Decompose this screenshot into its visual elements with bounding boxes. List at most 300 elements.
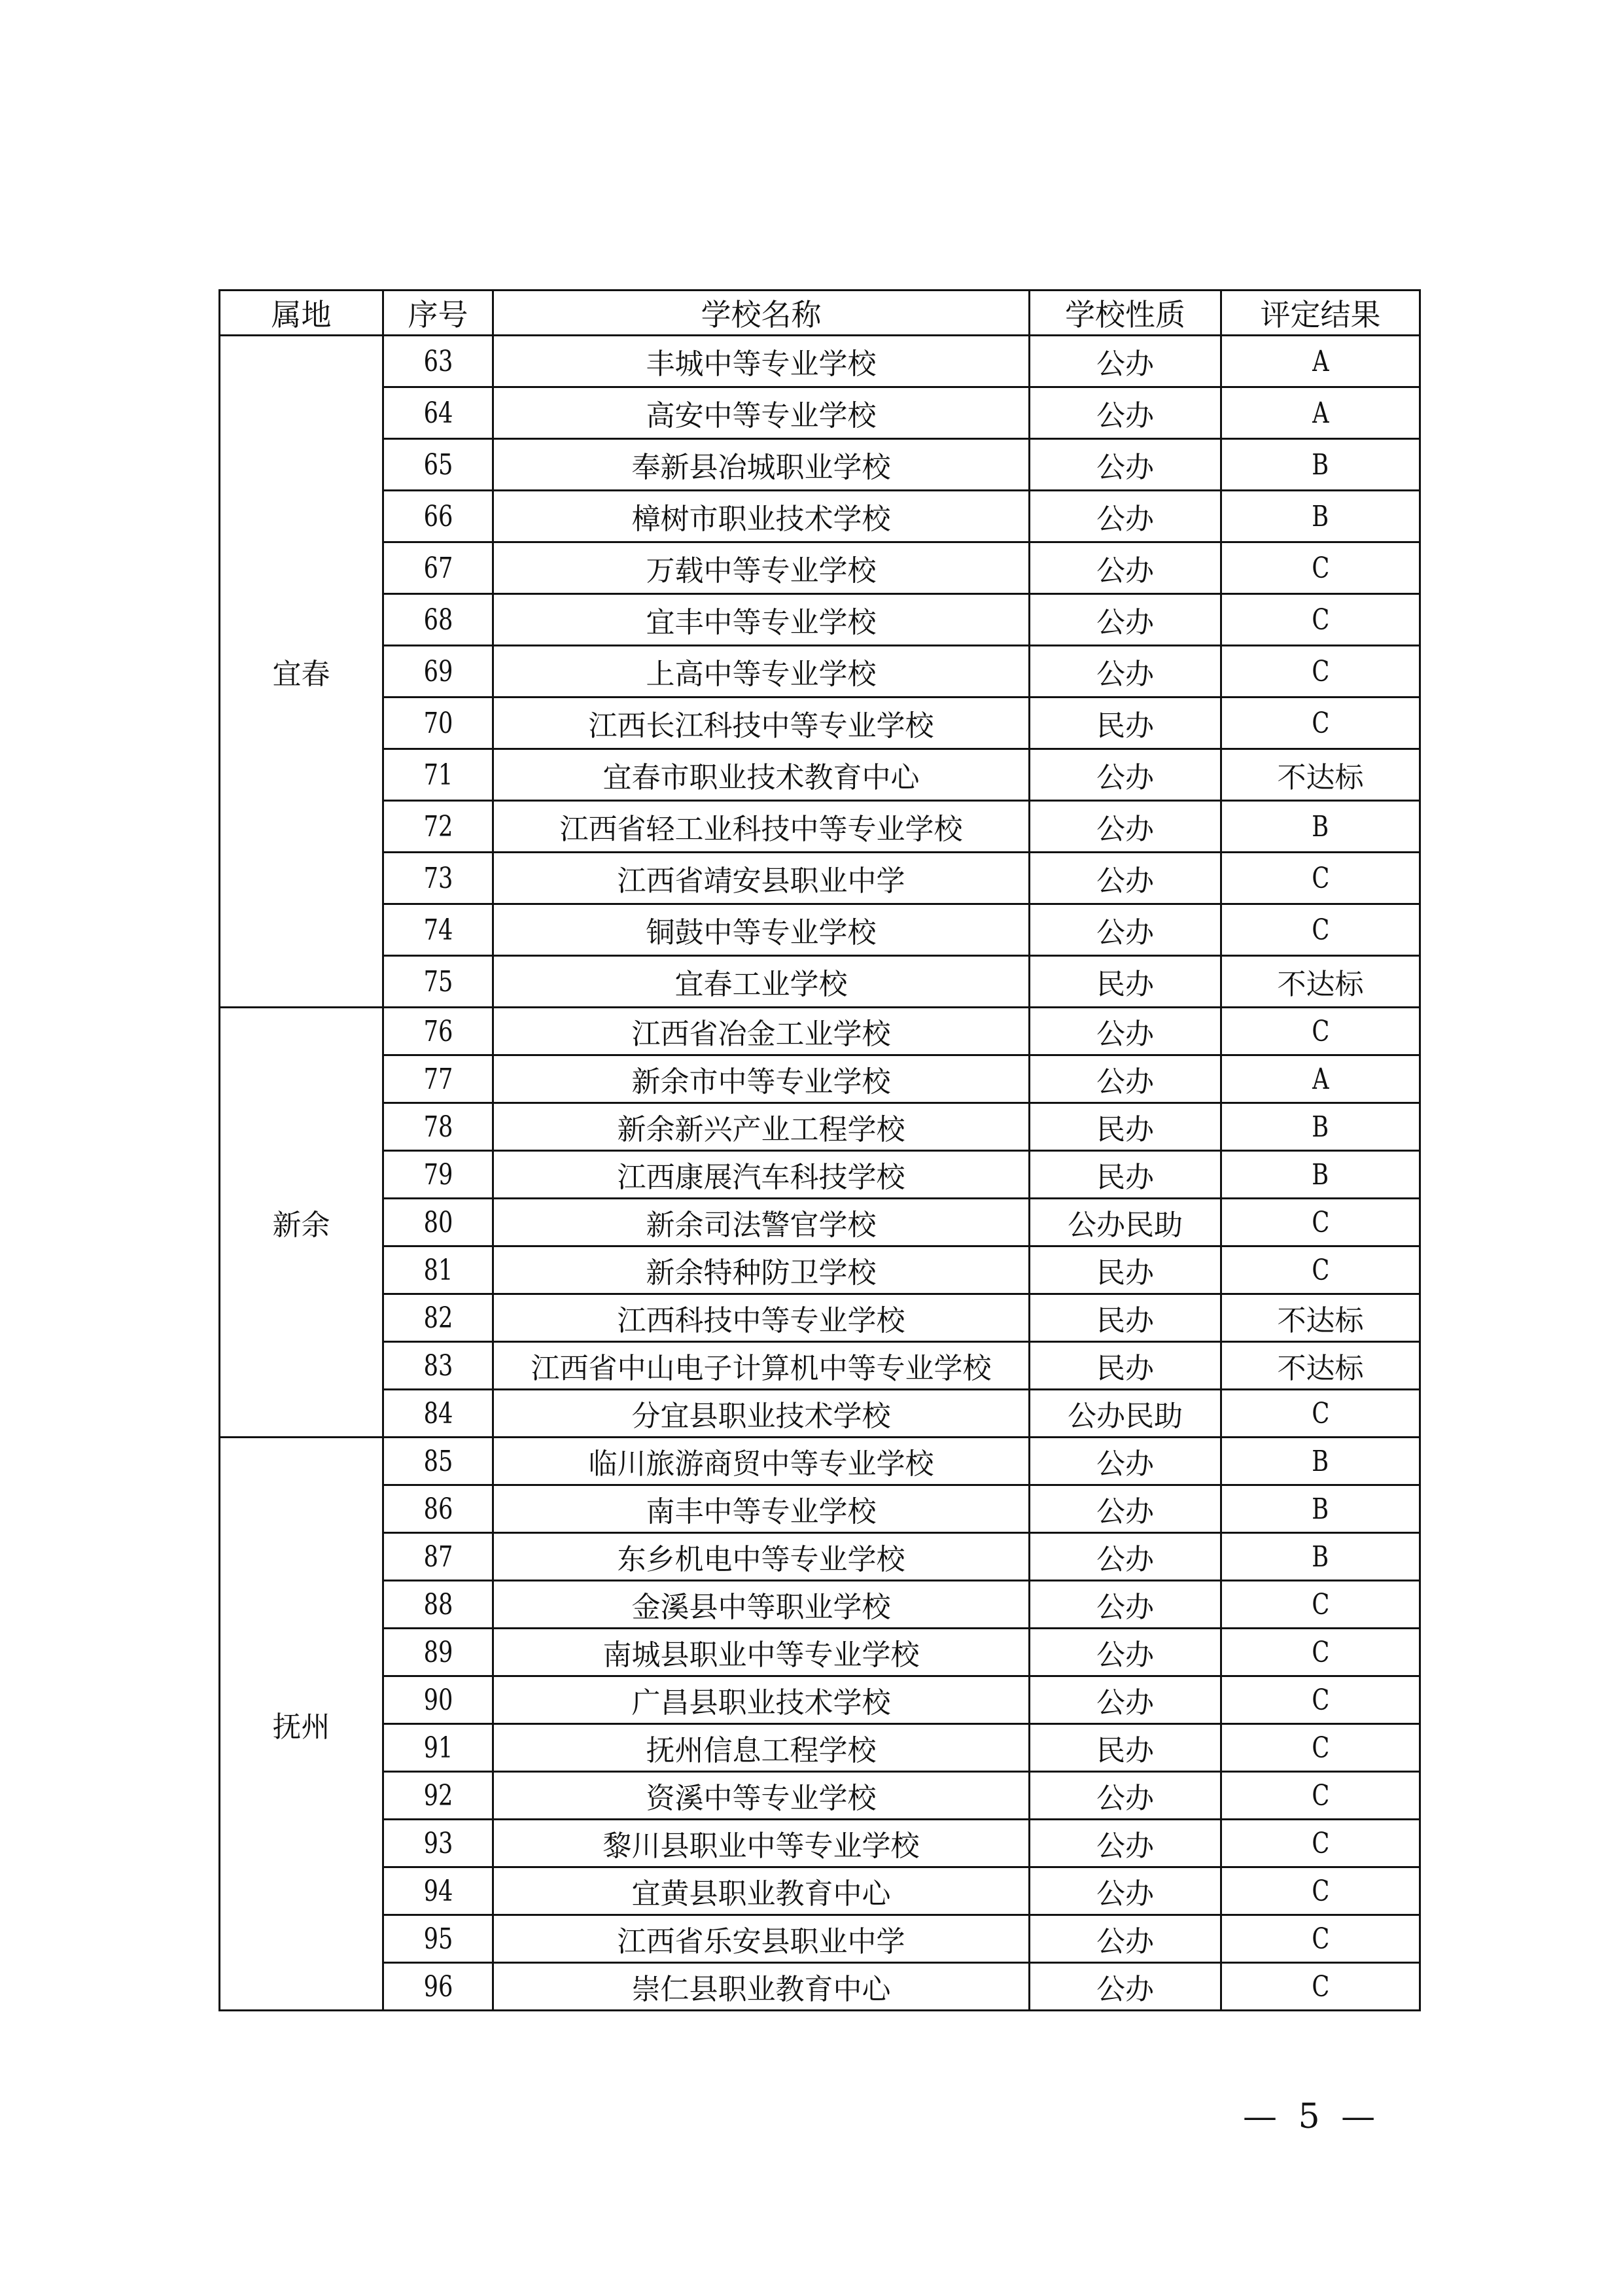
evaluation-result-cell: [1221, 1151, 1420, 1199]
school-type: 公办: [1096, 606, 1154, 639]
evaluation-result-cell: [1221, 1342, 1420, 1390]
table-header-row: [220, 291, 1420, 336]
school-type: 公办: [1096, 1782, 1154, 1815]
evaluation-result: B: [1312, 1444, 1329, 1478]
row-index: 77: [423, 1062, 453, 1096]
evaluation-result: A: [1312, 396, 1329, 430]
row-index: 66: [423, 499, 453, 533]
table-row: [220, 1581, 1420, 1629]
table-row: [220, 387, 1420, 439]
row-index-cell: [383, 1772, 493, 1820]
school-name: 宜春市职业技术教育中心: [602, 761, 920, 794]
evaluation-result-cell: [1221, 1294, 1420, 1342]
school-type: 民办: [1096, 1256, 1154, 1290]
table-row: [220, 1151, 1420, 1199]
school-type: 民办: [1096, 1734, 1154, 1767]
evaluation-result: C: [1312, 603, 1329, 637]
row-index-cell: [383, 491, 493, 542]
school-type-cell: [1030, 1676, 1221, 1724]
school-name: 江西省冶金工业学校: [631, 1017, 891, 1051]
row-index-cell: [383, 1724, 493, 1772]
school-name: 分宜县职业技术学校: [631, 1400, 891, 1433]
evaluation-result-cell: [1221, 646, 1420, 698]
school-name: 江西长江科技中等专业学校: [588, 709, 934, 743]
school-name: 樟树市职业技术学校: [631, 503, 891, 536]
school-name: 铜鼓中等专业学校: [646, 916, 877, 949]
school-type: 公办: [1096, 1543, 1154, 1576]
table-row: [220, 1724, 1420, 1772]
table-row: [220, 1533, 1420, 1581]
table-row: [220, 698, 1420, 749]
row-index-cell: [383, 594, 493, 646]
row-index-cell: [383, 1915, 493, 1963]
school-type: 公办: [1096, 399, 1154, 433]
row-index: 94: [423, 1874, 453, 1908]
school-type-cell: [1030, 1103, 1221, 1151]
school-type: 公办: [1096, 1065, 1154, 1099]
evaluation-result-cell: [1221, 336, 1420, 387]
school-evaluation-table: [218, 289, 1421, 2011]
school-name-cell: [493, 1246, 1030, 1294]
row-index-cell: [383, 1629, 493, 1676]
evaluation-result: 不达标: [1277, 968, 1364, 1001]
row-index: 75: [423, 964, 453, 998]
evaluation-result: B: [1312, 499, 1329, 533]
row-index-cell: [383, 1151, 493, 1199]
row-index: 63: [423, 344, 453, 378]
school-name-cell: [493, 749, 1030, 801]
school-type-cell: [1030, 1581, 1221, 1629]
school-type-cell: [1030, 1055, 1221, 1103]
school-type-cell: [1030, 542, 1221, 594]
evaluation-result-cell: [1221, 1772, 1420, 1820]
school-name: 宜黄县职业教育中心: [631, 1877, 891, 1911]
table-row: [220, 1008, 1420, 1055]
table-row: [220, 1055, 1420, 1103]
school-name: 江西科技中等专业学校: [617, 1304, 905, 1337]
evaluation-result: B: [1312, 1540, 1329, 1574]
school-name: 江西康展汽车科技学校: [617, 1161, 905, 1194]
evaluation-result-cell: [1221, 749, 1420, 801]
evaluation-result: C: [1312, 1826, 1329, 1860]
school-type-cell: [1030, 1629, 1221, 1676]
header-school-type: 学校性质: [1030, 291, 1221, 336]
evaluation-result: C: [1312, 1969, 1329, 2004]
school-type: 公办: [1096, 347, 1154, 381]
row-index: 91: [423, 1731, 453, 1765]
row-index: 74: [423, 913, 453, 947]
school-name-cell: [493, 1772, 1030, 1820]
evaluation-result-cell: [1221, 904, 1420, 956]
school-name: 江西省乐安县职业中学: [617, 1925, 905, 1958]
table-row: [220, 1199, 1420, 1246]
evaluation-result: C: [1312, 1587, 1329, 1621]
school-name: 南城县职业中等专业学校: [602, 1638, 920, 1672]
school-type-cell: [1030, 439, 1221, 491]
school-type: 公办: [1096, 451, 1154, 484]
school-name: 东乡机电中等专业学校: [617, 1543, 905, 1576]
row-index: 80: [423, 1205, 453, 1239]
evaluation-result: 不达标: [1277, 1352, 1364, 1385]
school-name: 资溪中等专业学校: [646, 1782, 877, 1815]
table-row: [220, 904, 1420, 956]
row-index-cell: [383, 1485, 493, 1533]
school-type-cell: [1030, 1390, 1221, 1438]
row-index: 82: [423, 1301, 453, 1335]
school-name: 江西省靖安县职业中学: [617, 864, 905, 898]
school-name: 丰城中等专业学校: [646, 347, 877, 381]
table-row: [220, 1963, 1420, 2011]
school-name: 万载中等专业学校: [646, 554, 877, 588]
evaluation-result-cell: [1221, 1008, 1420, 1055]
evaluation-result-cell: [1221, 1438, 1420, 1485]
evaluation-result: B: [1312, 809, 1329, 843]
school-type: 公办: [1096, 1829, 1154, 1863]
row-index-cell: [383, 1246, 493, 1294]
row-index-cell: [383, 336, 493, 387]
school-type: 公办: [1096, 1973, 1154, 2006]
school-type: 公办: [1096, 813, 1154, 846]
evaluation-result: B: [1312, 1157, 1329, 1192]
evaluation-result: C: [1312, 913, 1329, 947]
table-row: [220, 956, 1420, 1008]
school-name-cell: [493, 1867, 1030, 1915]
school-type-cell: [1030, 1724, 1221, 1772]
school-name-cell: [493, 1438, 1030, 1485]
school-name-cell: [493, 1533, 1030, 1581]
school-type-cell: [1030, 646, 1221, 698]
row-index-cell: [383, 1342, 493, 1390]
evaluation-result-cell: [1221, 1581, 1420, 1629]
row-index-cell: [383, 1390, 493, 1438]
row-index: 85: [423, 1444, 453, 1478]
school-name: 奉新县冶城职业学校: [631, 451, 891, 484]
school-type: 公办: [1096, 1447, 1154, 1481]
school-name-cell: [493, 1485, 1030, 1533]
school-type-cell: [1030, 1867, 1221, 1915]
row-index: 92: [423, 1778, 453, 1812]
school-type-cell: [1030, 336, 1221, 387]
school-name: 金溪县中等职业学校: [631, 1591, 891, 1624]
school-type: 公办: [1096, 1638, 1154, 1672]
evaluation-result: C: [1312, 861, 1329, 895]
school-name-cell: [493, 956, 1030, 1008]
school-type-cell: [1030, 1342, 1221, 1390]
evaluation-result-cell: [1221, 956, 1420, 1008]
evaluation-result: C: [1312, 1635, 1329, 1669]
school-type-cell: [1030, 1294, 1221, 1342]
school-type: 民办: [1096, 1113, 1154, 1146]
school-type-cell: [1030, 904, 1221, 956]
row-index: 69: [423, 654, 453, 688]
school-name-cell: [493, 1963, 1030, 2011]
page-number: — 5 —: [1243, 2097, 1381, 2136]
school-name-cell: [493, 594, 1030, 646]
evaluation-result: C: [1312, 1922, 1329, 1956]
row-index-cell: [383, 1963, 493, 2011]
school-name: 新余新兴产业工程学校: [617, 1113, 905, 1146]
school-name-cell: [493, 542, 1030, 594]
evaluation-result: C: [1312, 1874, 1329, 1908]
row-index-cell: [383, 801, 493, 853]
school-name-cell: [493, 491, 1030, 542]
evaluation-result: C: [1312, 1778, 1329, 1812]
region-cell: 新余: [220, 1008, 383, 1438]
school-type: 民办: [1096, 1161, 1154, 1194]
school-type: 公办: [1096, 503, 1154, 536]
row-index-cell: [383, 387, 493, 439]
table-row: [220, 1246, 1420, 1294]
row-index: 81: [423, 1253, 453, 1287]
school-name-cell: [493, 801, 1030, 853]
school-type: 公办: [1096, 916, 1154, 949]
school-type: 公办: [1096, 761, 1154, 794]
evaluation-result: A: [1312, 1062, 1329, 1096]
school-name-cell: [493, 1915, 1030, 1963]
table-row: [220, 594, 1420, 646]
table-row: [220, 1915, 1420, 1963]
school-type-cell: [1030, 956, 1221, 1008]
table-row: [220, 1485, 1420, 1533]
evaluation-result: B: [1312, 1110, 1329, 1144]
evaluation-result: C: [1312, 1014, 1329, 1048]
row-index: 96: [423, 1969, 453, 2004]
school-name-cell: [493, 1676, 1030, 1724]
evaluation-result: B: [1312, 448, 1329, 482]
school-name-cell: [493, 1342, 1030, 1390]
school-type-cell: [1030, 853, 1221, 904]
school-type-cell: [1030, 1963, 1221, 2011]
evaluation-result-cell: [1221, 1963, 1420, 2011]
row-index: 76: [423, 1014, 453, 1048]
evaluation-result: 不达标: [1277, 1304, 1364, 1337]
row-index-cell: [383, 956, 493, 1008]
school-type: 公办: [1096, 1925, 1154, 1958]
school-name-cell: [493, 1820, 1030, 1867]
school-name: 抚州信息工程学校: [646, 1734, 877, 1767]
table-row: [220, 1820, 1420, 1867]
row-index-cell: [383, 542, 493, 594]
evaluation-result: C: [1312, 654, 1329, 688]
row-index-cell: [383, 1581, 493, 1629]
row-index-cell: [383, 853, 493, 904]
school-name: 新余司法警官学校: [646, 1209, 877, 1242]
row-index-cell: [383, 698, 493, 749]
school-type: 公办: [1096, 1591, 1154, 1624]
table-row: [220, 1342, 1420, 1390]
table-row: [220, 1629, 1420, 1676]
school-name-cell: [493, 336, 1030, 387]
row-index-cell: [383, 904, 493, 956]
school-name: 江西省轻工业科技中等专业学校: [559, 813, 963, 846]
school-name: 新余特种防卫学校: [646, 1256, 877, 1290]
school-name: 高安中等专业学校: [646, 399, 877, 433]
row-index: 79: [423, 1157, 453, 1192]
evaluation-result-cell: [1221, 1533, 1420, 1581]
school-name-cell: [493, 904, 1030, 956]
school-type-cell: [1030, 1485, 1221, 1533]
school-name: 广昌县职业技术学校: [631, 1686, 891, 1720]
school-type: 公办: [1096, 864, 1154, 898]
row-index-cell: [383, 1438, 493, 1485]
table-row: [220, 1867, 1420, 1915]
table-row: [220, 1772, 1420, 1820]
school-type: 民办: [1096, 709, 1154, 743]
school-name-cell: [493, 1199, 1030, 1246]
school-name-cell: [493, 1008, 1030, 1055]
evaluation-result-cell: [1221, 1724, 1420, 1772]
table-row: [220, 1103, 1420, 1151]
school-type: 民办: [1096, 1304, 1154, 1337]
evaluation-result: C: [1312, 551, 1329, 585]
evaluation-result-cell: [1221, 1915, 1420, 1963]
row-index: 87: [423, 1540, 453, 1574]
evaluation-result-cell: [1221, 801, 1420, 853]
school-name-cell: [493, 1055, 1030, 1103]
header-index: 序号: [383, 291, 493, 336]
evaluation-result: C: [1312, 1253, 1329, 1287]
school-name-cell: [493, 1151, 1030, 1199]
row-index-cell: [383, 1676, 493, 1724]
school-name-cell: [493, 1724, 1030, 1772]
table-row: [220, 801, 1420, 853]
evaluation-result-cell: [1221, 594, 1420, 646]
school-name-cell: [493, 646, 1030, 698]
row-index-cell: [383, 1533, 493, 1581]
row-index-cell: [383, 1055, 493, 1103]
table-row: [220, 1390, 1420, 1438]
evaluation-result: C: [1312, 1396, 1329, 1430]
evaluation-result-cell: [1221, 1055, 1420, 1103]
row-index-cell: [383, 749, 493, 801]
evaluation-result: C: [1312, 1683, 1329, 1717]
school-name: 上高中等专业学校: [646, 658, 877, 691]
school-type-cell: [1030, 698, 1221, 749]
school-type-cell: [1030, 1772, 1221, 1820]
evaluation-result: C: [1312, 1731, 1329, 1765]
evaluation-result-cell: [1221, 1103, 1420, 1151]
row-index: 67: [423, 551, 453, 585]
school-name-cell: [493, 1390, 1030, 1438]
row-index: 70: [423, 706, 453, 740]
evaluation-result-cell: [1221, 1676, 1420, 1724]
row-index-cell: [383, 1820, 493, 1867]
evaluation-result-cell: [1221, 387, 1420, 439]
evaluation-result-cell: [1221, 1485, 1420, 1533]
row-index: 64: [423, 396, 453, 430]
school-type: 公办: [1096, 658, 1154, 691]
school-name-cell: [493, 387, 1030, 439]
evaluation-result-cell: [1221, 1390, 1420, 1438]
table-row: [220, 542, 1420, 594]
school-type-cell: [1030, 491, 1221, 542]
region-cell: 宜春: [220, 336, 383, 1008]
evaluation-result: 不达标: [1277, 761, 1364, 794]
table-row: [220, 646, 1420, 698]
evaluation-result-cell: [1221, 1246, 1420, 1294]
evaluation-result-cell: [1221, 439, 1420, 491]
table-row: [220, 1438, 1420, 1485]
school-type: 民办: [1096, 1352, 1154, 1385]
row-index: 88: [423, 1587, 453, 1621]
evaluation-result-cell: [1221, 1629, 1420, 1676]
row-index: 90: [423, 1683, 453, 1717]
school-type: 公办: [1096, 1686, 1154, 1720]
school-type-cell: [1030, 1199, 1221, 1246]
school-type-cell: [1030, 387, 1221, 439]
row-index-cell: [383, 1008, 493, 1055]
school-name-cell: [493, 439, 1030, 491]
header-school-name: 学校名称: [493, 291, 1030, 336]
school-type: 民办: [1096, 968, 1154, 1001]
row-index-cell: [383, 1199, 493, 1246]
school-name-cell: [493, 1581, 1030, 1629]
evaluation-result: C: [1312, 706, 1329, 740]
evaluation-result-cell: [1221, 698, 1420, 749]
evaluation-result-cell: [1221, 1820, 1420, 1867]
row-index: 65: [423, 448, 453, 482]
row-index-cell: [383, 1294, 493, 1342]
table-row: [220, 853, 1420, 904]
evaluation-result-cell: [1221, 853, 1420, 904]
table-row: [220, 1294, 1420, 1342]
school-type-cell: [1030, 1246, 1221, 1294]
evaluation-result-cell: [1221, 542, 1420, 594]
school-name: 宜丰中等专业学校: [646, 606, 877, 639]
school-type-cell: [1030, 1151, 1221, 1199]
table-row: [220, 749, 1420, 801]
school-type-cell: [1030, 1915, 1221, 1963]
row-index-cell: [383, 1103, 493, 1151]
school-type: 公办民助: [1068, 1209, 1183, 1242]
school-type-cell: [1030, 1438, 1221, 1485]
evaluation-result-cell: [1221, 1867, 1420, 1915]
row-index: 78: [423, 1110, 453, 1144]
school-type-cell: [1030, 749, 1221, 801]
school-name: 临川旅游商贸中等专业学校: [588, 1447, 934, 1481]
school-name: 崇仁县职业教育中心: [631, 1973, 891, 2006]
row-index: 89: [423, 1635, 453, 1669]
row-index: 84: [423, 1396, 453, 1430]
row-index-cell: [383, 646, 493, 698]
school-name-cell: [493, 698, 1030, 749]
table-row: [220, 439, 1420, 491]
row-index: 95: [423, 1922, 453, 1956]
school-name: 江西省中山电子计算机中等专业学校: [531, 1352, 992, 1385]
evaluation-result: B: [1312, 1492, 1329, 1526]
school-type-cell: [1030, 801, 1221, 853]
row-index: 83: [423, 1349, 453, 1383]
table-row: [220, 491, 1420, 542]
school-name-cell: [493, 853, 1030, 904]
row-index: 86: [423, 1492, 453, 1526]
evaluation-result-cell: [1221, 491, 1420, 542]
school-name: 新余市中等专业学校: [631, 1065, 891, 1099]
table-row: [220, 1676, 1420, 1724]
row-index: 71: [423, 758, 453, 792]
school-type: 公办: [1096, 554, 1154, 588]
school-name-cell: [493, 1294, 1030, 1342]
school-type: 公办: [1096, 1495, 1154, 1528]
row-index-cell: [383, 1867, 493, 1915]
school-type-cell: [1030, 1820, 1221, 1867]
row-index: 72: [423, 809, 453, 843]
school-type: 公办民助: [1068, 1400, 1183, 1433]
table-body: [220, 336, 1420, 2011]
evaluation-result: C: [1312, 1205, 1329, 1239]
school-name: 黎川县职业中等专业学校: [602, 1829, 920, 1863]
row-index: 68: [423, 603, 453, 637]
